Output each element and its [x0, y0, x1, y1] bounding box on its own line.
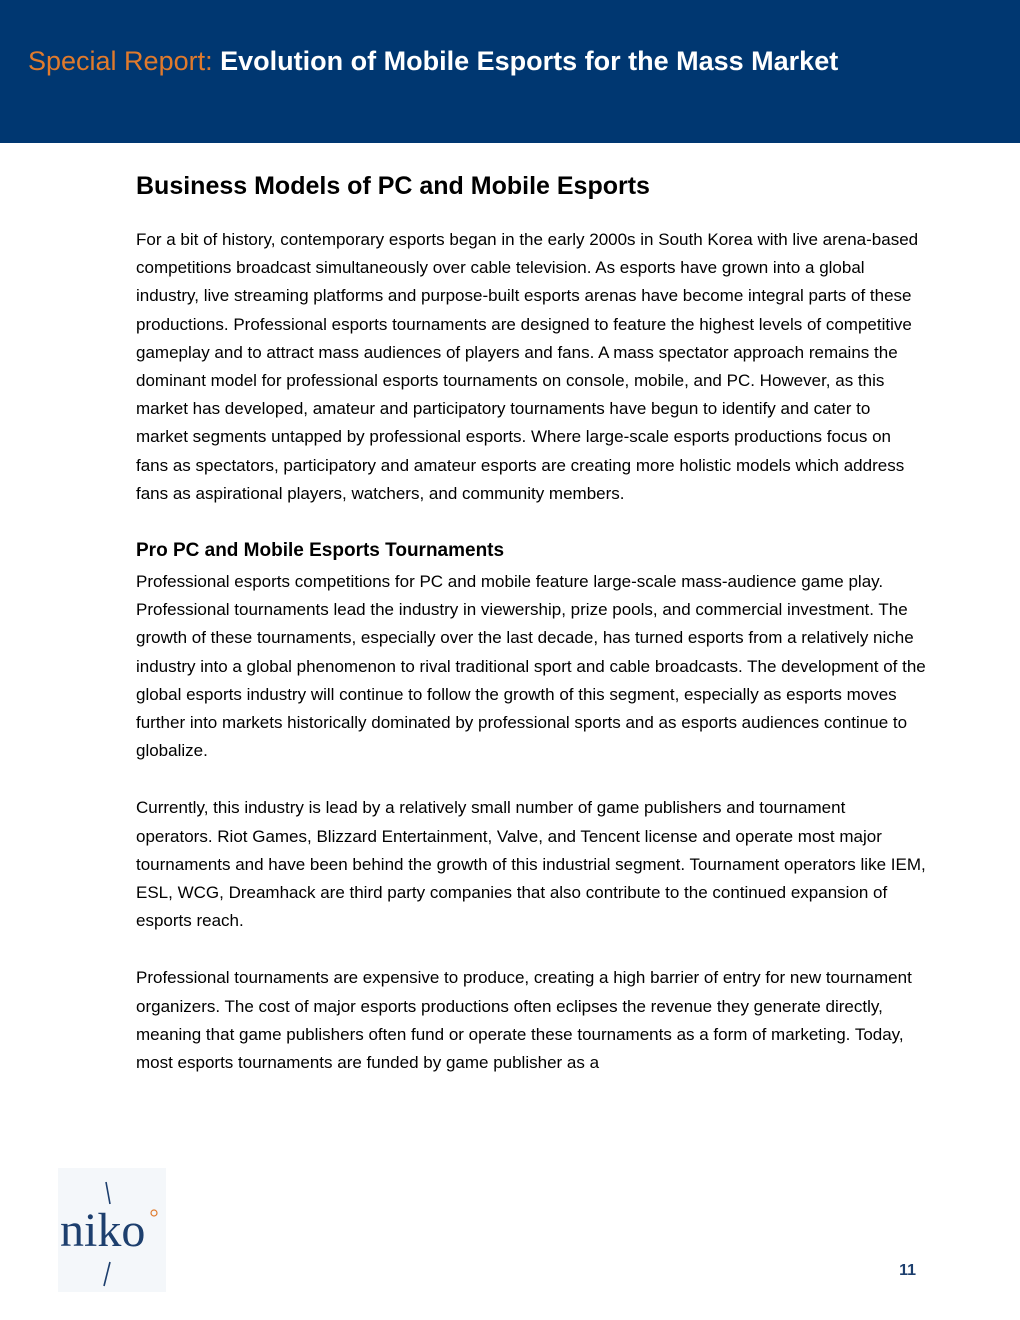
report-title-main: Evolution of Mobile Esports for the Mass Market: [220, 46, 839, 76]
body-paragraph: Professional tournaments are expensive to produce, creating a high barrier of entry for new tournament organizers. The cost of major esports productions often eclipses the revenue they generate directly, meaning that game publishers often fund or operate these tournaments as a form of marketing. Today, most esports tournaments are funded by game publisher as a: [136, 968, 912, 1073]
report-title: [28, 42, 838, 80]
niko-logo: [58, 1168, 166, 1292]
logo-wordmark: niko: [60, 1204, 146, 1257]
niko-logo-icon: [58, 1168, 166, 1292]
subsection-title: Pro PC and Mobile Esports Tournaments: [136, 540, 505, 562]
body-paragraph: Currently, this industry is lead by a relatively small number of game publishers and tournament operators. Riot Games, Blizzard Entertainment, Valve, and Tencent license and operate most major tournaments and have been behind the growth of this industrial segment. Tournament operators like IEM, ESL, WCG, Dreamhack are third party companies that also contribute to the continued expansion of esports reach.: [136, 798, 926, 931]
page-content: [136, 160, 926, 1106]
section-title: Business Models of PC and Mobile Esports: [136, 172, 650, 200]
body-paragraph: Professional esports competitions for PC and mobile feature large-scale mass-audience game play. Professional tournaments lead the industry in viewership, prize pools, and commercial investment. The growth of these tournaments, especially over the last decade, has turned esports from a relatively niche industry into a global phenomenon to rival traditional sport and cable broadcasts. The development of the global esports industry will continue to follow the growth of this segment, especially as esports moves further into markets historically dominated by professional sports and as esports audiences continue to globalize.: [136, 572, 926, 761]
intro-paragraph: For a bit of history, contemporary esports began in the early 2000s in South Korea with live arena-based competitions broadcast simultaneously over cable television. As esports have grown into a global industry, live streaming platforms and purpose-built esports arenas have become integral parts of these productions. Professional esports tournaments are designed to feature the highest levels of competitive gameplay and to attract mass audiences of players and fans. A mass spectator approach remains the dominant model for professional esports tournaments on console, mobile, and PC. However, as this market has developed, amateur and participatory tournaments have begun to identify and cater to market segments untapped by professional esports. Where large-scale esports productions focus on fans as spectators, participatory and amateur esports are creating more holistic models which address fans as aspirational players, watchers, and community members.: [136, 230, 919, 503]
page-number: 11: [899, 1262, 916, 1279]
report-title-prefix: Special Report:: [28, 46, 213, 76]
header-banner: [0, 0, 1020, 143]
